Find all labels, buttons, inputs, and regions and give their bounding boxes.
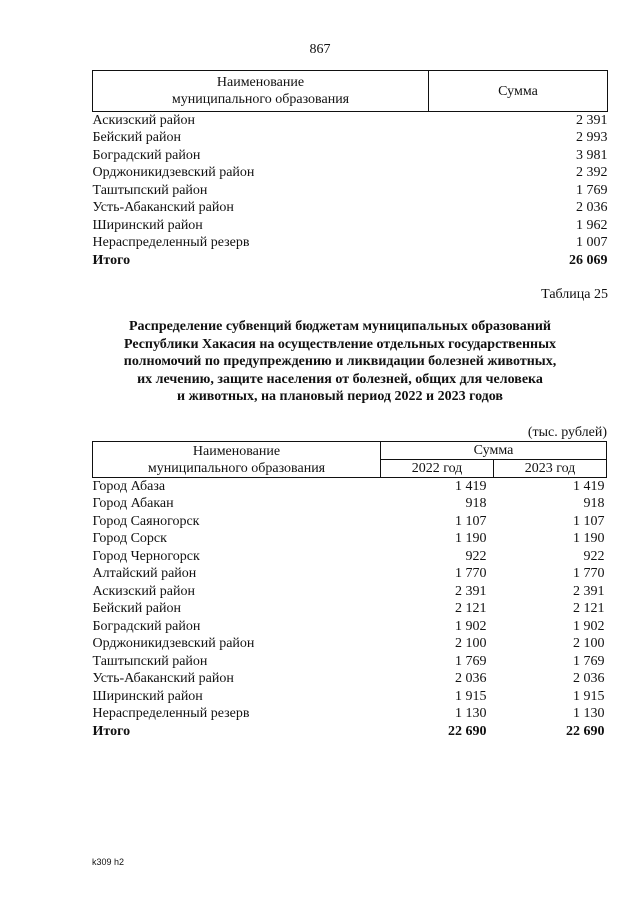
value-2022: 1 130 [455, 706, 487, 722]
municipality-name: Итого [92, 723, 131, 739]
municipality-name: Город Саяногорск [92, 513, 200, 529]
table-row [93, 200, 608, 218]
table-row [93, 636, 607, 654]
value-2022: 2 100 [455, 636, 487, 652]
sum-value: 1 007 [576, 235, 608, 251]
municipality-name: Аскизский район [92, 112, 195, 128]
sum-value: 1 962 [576, 217, 608, 233]
table-row [93, 165, 608, 183]
value-2023: 22 690 [566, 723, 605, 739]
value-2022: 1 107 [455, 513, 487, 529]
table-row [93, 182, 608, 200]
municipality-name: Таштыпский район [92, 182, 208, 198]
table-row [93, 653, 607, 671]
municipality-name: Таштыпский район [92, 653, 208, 669]
value-2023: 2 036 [573, 671, 605, 687]
table-title [80, 318, 600, 406]
table-row [93, 217, 608, 235]
value-2022: 22 690 [448, 723, 487, 739]
table-subventions-2022-2023 [92, 441, 607, 741]
value-2023: 2 391 [573, 583, 605, 599]
municipality-name: Бейский район [92, 601, 181, 617]
value-2023: 1 419 [573, 478, 605, 494]
header-sum: Сумма [381, 442, 607, 460]
table-row [93, 548, 607, 566]
header-name-line1: Наименование [192, 443, 281, 459]
table-row [93, 130, 608, 148]
sum-value: 2 993 [576, 130, 608, 146]
value-2023: 1 190 [573, 531, 605, 547]
title-line: их лечению, защите населения от болезней, общих для человека [137, 371, 543, 387]
value-2022: 2 391 [455, 583, 487, 599]
table-body [93, 112, 608, 270]
sum-value: 2 036 [576, 200, 608, 216]
value-2023: 922 [583, 548, 605, 564]
municipality-name: Город Черногорск [92, 548, 200, 564]
value-2023: 1 770 [573, 566, 605, 582]
value-2022: 1 769 [455, 653, 487, 669]
value-2023: 1 902 [573, 618, 605, 634]
header-year-2022: 2022 год [381, 460, 494, 478]
table-row [93, 147, 608, 165]
table-row [93, 496, 607, 514]
page-number: 867 [309, 42, 331, 57]
table-row [93, 583, 607, 601]
header-sum: Сумма [429, 71, 608, 112]
table-body [93, 478, 607, 741]
table-row [93, 478, 607, 496]
value-2022: 2 121 [455, 601, 487, 617]
table-row [93, 601, 607, 619]
value-2022: 1 915 [455, 688, 487, 704]
table-header-row [93, 442, 607, 460]
sum-value: 26 069 [569, 252, 608, 268]
value-2023: 1 915 [573, 688, 605, 704]
sum-value: 1 769 [576, 182, 608, 198]
value-2022: 2 036 [455, 671, 487, 687]
municipality-name: Алтайский район [92, 566, 197, 582]
title-line: Республики Хакасия на осуществление отдельных государственных [123, 336, 557, 352]
municipality-name: Нераспределенный резерв [92, 706, 250, 722]
table-row [93, 706, 607, 724]
municipality-name: Орджоникидзевский район [92, 636, 255, 652]
table-header-row [93, 71, 608, 112]
municipality-name: Итого [92, 252, 131, 268]
value-2022: 1 190 [455, 531, 487, 547]
header-municipality [93, 71, 429, 112]
table-row [93, 513, 607, 531]
table-row [93, 531, 607, 549]
table-row [93, 112, 608, 130]
header-municipality [93, 442, 381, 478]
title-line: полномочий по предупреждению и ликвидации болезней животных, [123, 354, 557, 369]
value-2023: 2 100 [573, 636, 605, 652]
sum-value: 2 391 [576, 112, 608, 128]
municipality-name: Усть-Абаканский район [92, 200, 234, 216]
municipality-name: Боградский район [92, 147, 201, 163]
table-subventions-previous [92, 70, 608, 270]
value-2022: 918 [465, 496, 487, 512]
title-line: и животных, на плановый период 2022 и 2023 годов [177, 389, 503, 404]
table-number-label: Таблица 25 [541, 287, 608, 302]
table-row [93, 235, 608, 253]
municipality-name: Усть-Абаканский район [92, 671, 234, 687]
value-2023: 1 130 [573, 706, 605, 722]
sum-value: 3 981 [576, 147, 608, 163]
value-2023: 918 [583, 496, 605, 512]
header-year-2023: 2023 год [494, 460, 607, 478]
table-total-row [93, 252, 608, 270]
municipality-name: Ширинский район [92, 688, 203, 704]
header-name-line2: муниципального образования [147, 460, 326, 476]
table-total-row [93, 723, 607, 741]
municipality-name: Бейский район [92, 130, 181, 146]
header-name-line2: муниципального образования [171, 92, 350, 107]
municipality-name: Ширинский район [92, 217, 203, 233]
municipality-name: Город Сорск [92, 531, 167, 547]
municipality-name: Орджоникидзевский район [92, 165, 255, 181]
municipality-name: Боградский район [92, 618, 201, 634]
value-2022: 1 902 [455, 618, 487, 634]
table-row [93, 688, 607, 706]
table-row [93, 566, 607, 584]
municipality-name: Город Абаза [92, 478, 166, 494]
municipality-name: Нераспределенный резерв [92, 235, 250, 251]
units-label: (тыс. рублей) [527, 425, 607, 440]
value-2022: 922 [465, 548, 487, 564]
footer-code: k309 h2 [92, 857, 125, 867]
value-2023: 1 769 [573, 653, 605, 669]
value-2022: 1 419 [455, 478, 487, 494]
municipality-name: Аскизский район [92, 583, 195, 599]
table-row [93, 671, 607, 689]
header-name-line1: Наименование [216, 75, 305, 90]
title-line: Распределение субвенций бюджетам муниципальных образований [129, 319, 551, 334]
value-2023: 2 121 [573, 601, 605, 617]
value-2023: 1 107 [573, 513, 605, 529]
municipality-name: Город Абакан [92, 496, 174, 512]
sum-value: 2 392 [576, 165, 608, 181]
table-row [93, 618, 607, 636]
value-2022: 1 770 [455, 566, 487, 582]
